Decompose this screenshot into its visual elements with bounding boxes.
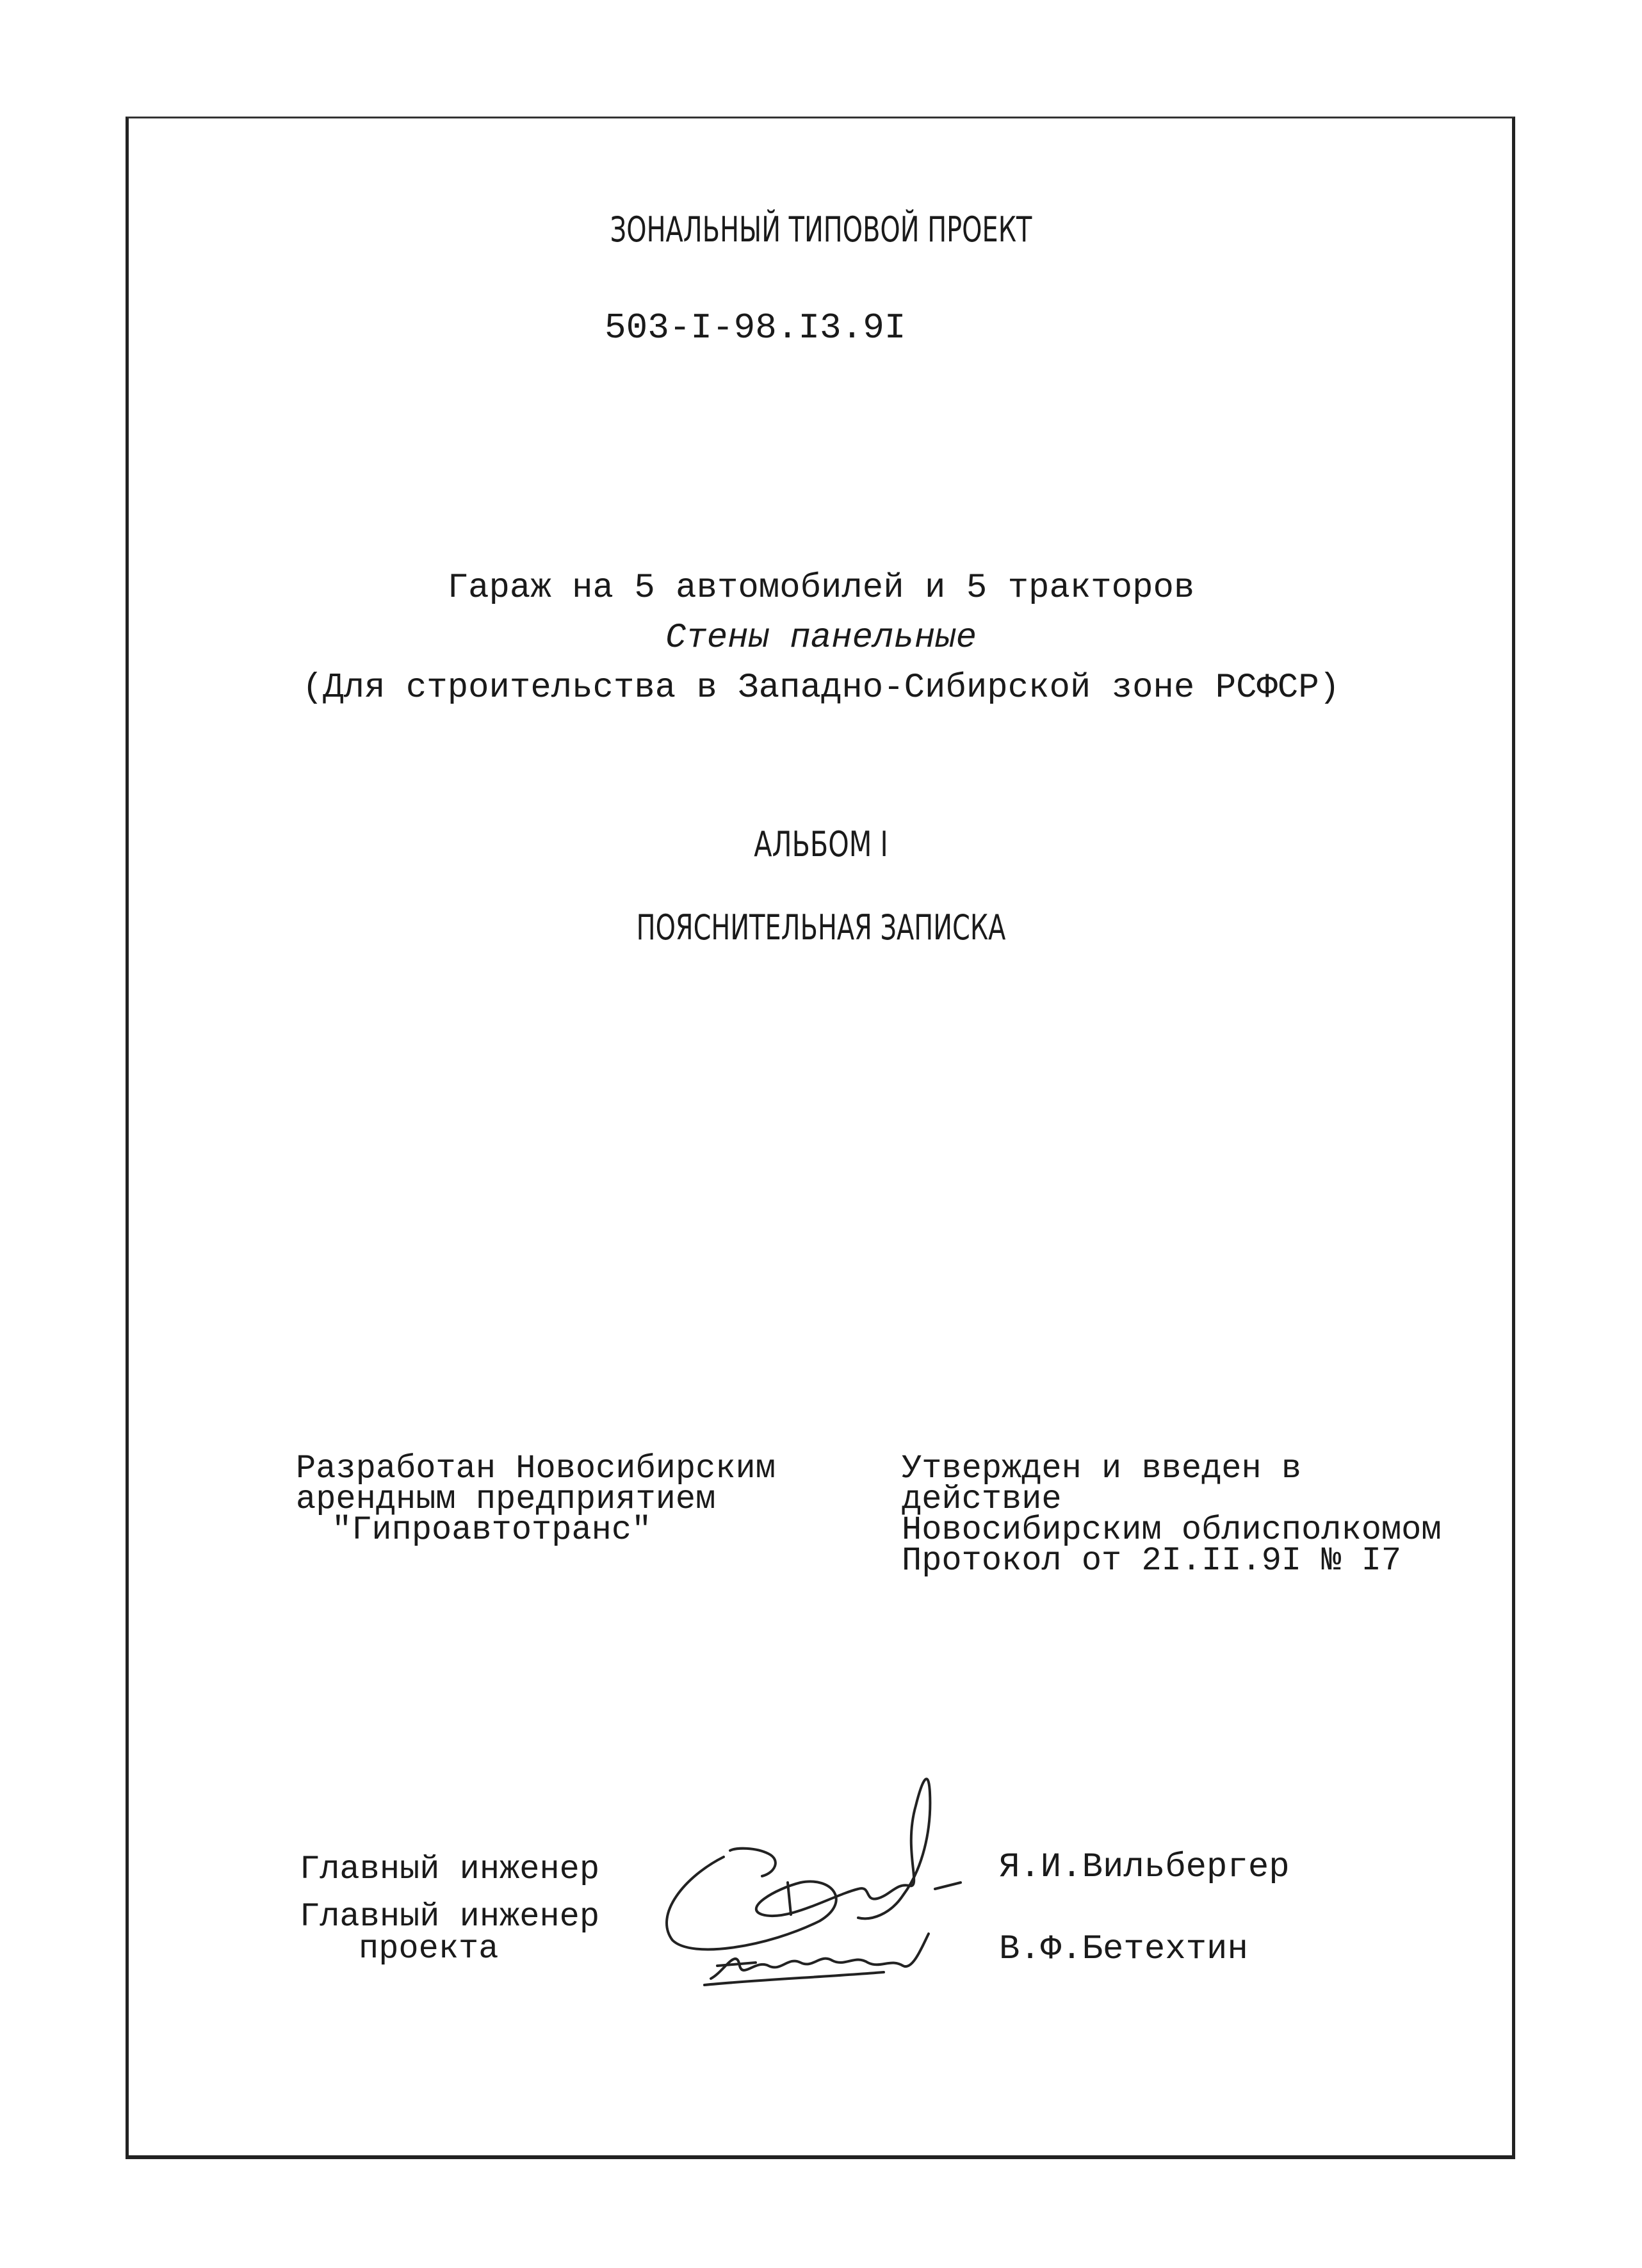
- project-subtitle: Стены панельные: [665, 619, 977, 658]
- chief-engineer-name: Я.И.Вильбергер: [999, 1848, 1290, 1887]
- approval-line-2: действие: [902, 1480, 1062, 1518]
- chief-project-engineer-label-2: проекта: [359, 1930, 499, 1968]
- developer-line-3: "Гипроавтотранс": [332, 1511, 652, 1549]
- approval-line-1: Утвержден и введен в: [902, 1450, 1302, 1487]
- project-region: (Для строительства в Западно-Сибирской зоне РСФСР): [302, 668, 1340, 708]
- developer-line-2: арендным предприятием: [296, 1480, 716, 1518]
- chief-engineer-label: Главный инженер: [300, 1851, 600, 1888]
- signature-2: [711, 1934, 929, 1979]
- project-title: Гараж на 5 автомобилей и 5 тракторов: [447, 569, 1195, 608]
- signature-1: [667, 1779, 930, 1949]
- approval-line-3: Новосибирским облисполкомом: [902, 1511, 1442, 1549]
- document-kind: ЗОНАЛЬНЫЙ ТИПОВОЙ ПРОЕКТ: [610, 209, 1032, 250]
- approval-protocol: Протокол от 2I.II.9I № I7: [902, 1542, 1402, 1580]
- chief-project-engineer-name: В.Ф.Бетехтин: [999, 1930, 1248, 1969]
- document-code: 503-I-98.I3.9I: [605, 307, 906, 348]
- chief-project-engineer-label: Главный инженер: [300, 1898, 600, 1936]
- section-title: ПОЯСНИТЕЛЬНАЯ ЗАПИСКА: [636, 907, 1006, 948]
- album-label: АЛЬБОМ I: [754, 824, 888, 864]
- handwritten-signatures: [628, 1754, 986, 2011]
- developer-line-1: Разработан Новосибирским: [296, 1450, 776, 1487]
